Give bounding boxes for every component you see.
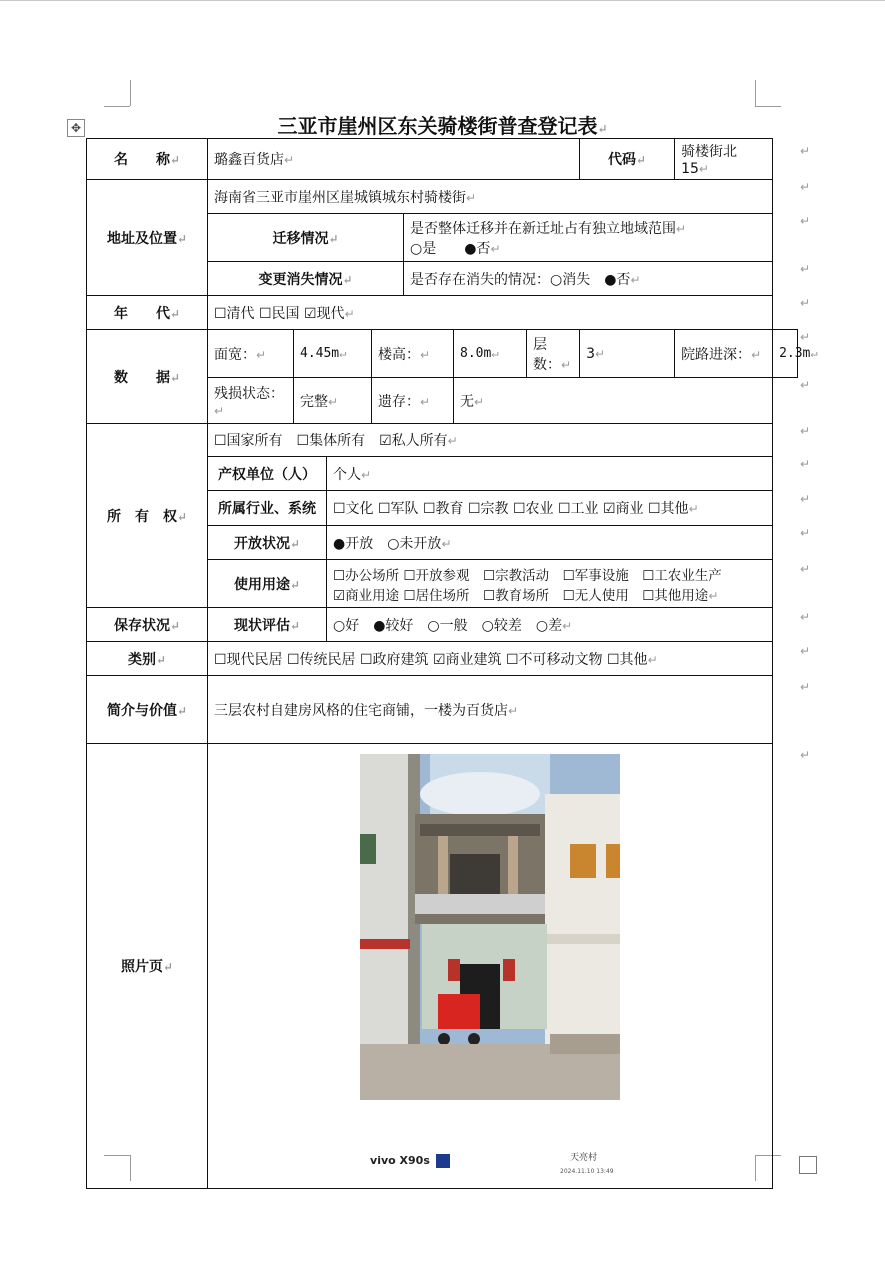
label-use: 使用用途↵ — [208, 560, 327, 608]
label-photo: 照片页↵ — [87, 744, 208, 1189]
value-depth: 2.3m↵ — [773, 330, 798, 378]
value-floors: 3↵ — [580, 330, 675, 378]
label-ownership: 所 有 权↵ — [87, 424, 208, 608]
label-open-status: 开放状况↵ — [208, 526, 327, 560]
paragraph-mark-icon: ↵ — [800, 748, 811, 762]
label-current-eval: 现状评估↵ — [208, 608, 327, 642]
move-handle-icon[interactable]: ✥ — [67, 119, 85, 137]
page-title: 三亚市崖州区东关骑楼街普查登记表↵ — [277, 114, 608, 138]
label-preservation: 保存状况↵ — [87, 608, 208, 642]
label-remains: 遗存：↵ — [372, 378, 454, 424]
value-remains: 无↵ — [454, 378, 773, 424]
value-address: 海南省三亚市崖州区崖城镇城东村骑楼街↵ — [208, 180, 773, 214]
paragraph-mark-icon: ↵ — [800, 492, 811, 506]
photo-watermark — [360, 1148, 620, 1184]
value-industry: ☐文化 ☐军队 ☐教育 ☐宗教 ☐农业 ☐工业 ☑商业 ☐其他↵ — [327, 491, 773, 526]
value-height: 8.0m↵ — [454, 330, 527, 378]
value-width: 4.45m↵ — [294, 330, 372, 378]
value-open-status: ●开放 ○未开放↵ — [327, 526, 773, 560]
paragraph-mark-icon: ↵ — [800, 610, 811, 624]
label-address: 地址及位置↵ — [87, 180, 208, 296]
label-name: 名 称↵ — [87, 139, 208, 180]
paragraph-mark-icon: ↵ — [800, 180, 811, 194]
paragraph-mark-icon: ↵ — [800, 262, 811, 276]
photo-cell — [208, 744, 773, 1189]
label-change: 变更消失情况↵ — [208, 262, 404, 296]
label-depth: 院路进深：↵ — [675, 330, 773, 378]
zeiss-logo-icon — [436, 1154, 450, 1168]
value-code: 骑楼街北 15↵ — [675, 139, 773, 180]
label-migration: 迁移情况↵ — [208, 214, 404, 262]
label-era: 年 代↵ — [87, 296, 208, 330]
paragraph-mark-icon: ↵ — [800, 378, 811, 392]
value-use: ☐办公场所 ☐开放参观 ☐宗教活动 ☐军事设施 ☐工农业生产 ☑商业用途 ☐居住场所 ☐教育场所 ☐无人使用 ☐其他用途↵ — [327, 560, 773, 608]
paragraph-mark-icon: ↵ — [800, 424, 811, 438]
value-change: 是否存在消失的情况：○消失 ●否↵ — [404, 262, 773, 296]
label-owner-unit: 产权单位（人） — [208, 457, 327, 491]
crop-mark — [755, 106, 781, 107]
paragraph-mark-icon: ↵ — [800, 680, 811, 694]
label-data: 数 据↵ — [87, 330, 208, 424]
label-width: 面宽：↵ — [208, 330, 294, 378]
camera-brand: vivo X90s — [370, 1154, 450, 1168]
building-photo — [360, 754, 620, 1144]
value-ownership: ☐国家所有 ☐集体所有 ☑私人所有↵ — [208, 424, 773, 457]
photo-signature: 天亮村 — [570, 1153, 598, 1163]
crop-mark — [130, 80, 131, 106]
value-category: ☐现代民居 ☐传统民居 ☐政府建筑 ☑商业建筑 ☐不可移动文物 ☐其他↵ — [208, 642, 773, 676]
register-form — [86, 138, 818, 1189]
label-damage: 残损状态：↵ — [208, 378, 294, 424]
top-border — [0, 0, 885, 1]
label-floors: 层数：↵ — [527, 330, 580, 378]
paragraph-mark-icon: ↵ — [800, 330, 811, 344]
crop-mark — [755, 80, 756, 106]
label-industry: 所属行业、系统 — [208, 491, 327, 526]
value-current-eval: ○好 ●较好 ○一般 ○较差 ○差↵ — [327, 608, 773, 642]
label-height: 楼高：↵ — [372, 330, 454, 378]
label-intro: 简介与价值↵ — [87, 676, 208, 744]
paragraph-mark-icon: ↵ — [800, 144, 811, 158]
crop-mark — [104, 106, 130, 107]
value-name: 璐鑫百货店↵ — [208, 139, 580, 180]
photo-timestamp: 2024.11.10 13:49 — [560, 1168, 614, 1175]
label-code: 代码↵ — [580, 139, 675, 180]
paragraph-mark-icon: ↵ — [800, 644, 811, 658]
value-migration: 是否整体迁移并在新迁址占有独立地域范围↵ ○是 ●否↵ — [404, 214, 773, 262]
paragraph-mark-icon: ↵ — [800, 562, 811, 576]
paragraph-mark-icon: ↵ — [800, 296, 811, 310]
paragraph-mark-icon: ↵ — [800, 214, 811, 228]
paragraph-mark-icon: ↵ — [800, 526, 811, 540]
table-end-marker[interactable] — [799, 1156, 817, 1174]
value-intro: 三层农村自建房风格的住宅商铺，一楼为百货店↵ — [208, 676, 773, 744]
value-era: ☐清代 ☐民国 ☑现代↵ — [208, 296, 773, 330]
value-damage: 完整↵ — [294, 378, 372, 424]
label-category: 类别↵ — [87, 642, 208, 676]
value-owner-unit: 个人↵ — [327, 457, 773, 491]
paragraph-mark-icon: ↵ — [800, 457, 811, 471]
